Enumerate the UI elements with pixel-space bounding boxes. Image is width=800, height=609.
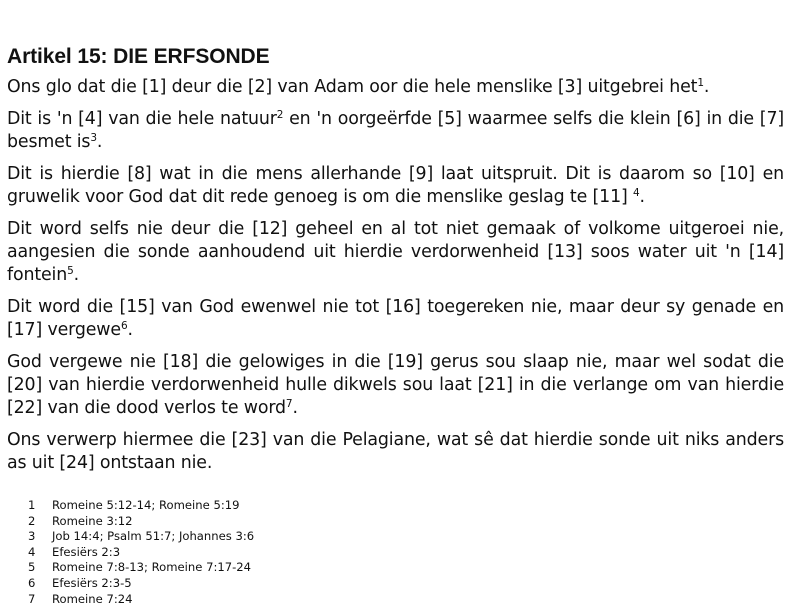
paragraph-text: God vergewe nie [18] die gelowiges in die [19] gerus sou slaap nie, maar wel sodat die [20] van hierdie verdorwenheid hulle dikwels sou laat [21] in die verlange om van hierdie [22] van die dood verlos te word bbox=[7, 352, 784, 418]
footnote-reference: Efesiërs 2:3 bbox=[52, 544, 121, 559]
article bbox=[7, 44, 784, 484]
paragraph-text: . bbox=[292, 398, 298, 418]
footnote-number: 2 bbox=[28, 513, 36, 528]
footnote bbox=[28, 529, 254, 545]
footnote-number: 1 bbox=[28, 498, 36, 512]
footnote-marker: 3 bbox=[90, 132, 97, 145]
paragraph bbox=[7, 108, 784, 154]
paragraph-text: Ons glo dat die [1] deur die [2] van Adam oor die hele menslike [3] uitgebrei het bbox=[7, 77, 698, 97]
footnote-marker: 7 bbox=[285, 398, 293, 411]
paragraph-text: . bbox=[96, 132, 103, 152]
footnote-number: 7 bbox=[28, 591, 36, 606]
footnote-number: 6 bbox=[28, 575, 36, 590]
paragraph-text: Ons verwerp hiermee die [23] van die Pelagiane, wat sê dat hierdie sonde uit niks anders as uit [24] ontstaan nie. bbox=[7, 430, 784, 473]
footnote-marker: 2 bbox=[276, 109, 284, 122]
article-body bbox=[7, 76, 784, 475]
footnote-reference: Romeine 5:12-14; Romeine 5:19 bbox=[52, 498, 240, 512]
footnote-marker: 6 bbox=[120, 320, 128, 333]
footnote-reference: Romeine 7:8-13; Romeine 7:17-24 bbox=[52, 560, 252, 575]
paragraph-text: Dit is hierdie [8] wat in die mens allerhande [9] laat uitspruit. Dit is daarom so [10] en gruwelik voor God dat dit rede genoeg is om die menslike geslag te [11] bbox=[7, 164, 784, 207]
paragraph-text: . bbox=[127, 320, 133, 340]
paragraph-text: en 'n oorgeërfde [5] waarmee selfs die klein [6] in die [7] besmet is bbox=[7, 109, 784, 152]
footnote-marker: 5 bbox=[67, 265, 74, 278]
footnote-number: 4 bbox=[28, 544, 36, 559]
footnote bbox=[28, 514, 254, 530]
footnote-number: 3 bbox=[28, 529, 36, 544]
footnote bbox=[28, 592, 254, 608]
footnote-marker: 1 bbox=[697, 77, 704, 90]
footnote bbox=[28, 498, 254, 514]
footnote bbox=[28, 545, 254, 561]
paragraph-text: . bbox=[703, 77, 710, 97]
footnote-list bbox=[28, 498, 254, 607]
footnote-marker: 4 bbox=[633, 187, 640, 200]
footnote bbox=[28, 576, 254, 592]
paragraph bbox=[7, 218, 784, 287]
footnote-number: 5 bbox=[28, 560, 36, 575]
paragraph bbox=[7, 429, 784, 475]
paragraph-text: Dit word die [15] van God ewenwel nie tot [16] toegereken nie, maar deur sy genade en [17] vergewe bbox=[7, 297, 784, 340]
paragraph bbox=[7, 76, 784, 99]
footnote bbox=[28, 560, 254, 576]
paragraph bbox=[7, 296, 784, 342]
footnote-reference: Job 14:4; Psalm 51:7; Johannes 3:6 bbox=[52, 529, 255, 544]
paragraph-text: Dit word selfs nie deur die [12] geheel en al tot niet gemaak of volkome uitgeroei nie, aangesien die sonde aanhoudend uit hierdie verdorwenheid [13] soos water uit 'n [14] fontein bbox=[7, 219, 784, 285]
paragraph-text: . bbox=[73, 265, 80, 285]
paragraph bbox=[7, 163, 784, 209]
footnote-reference: Romeine 7:24 bbox=[52, 591, 133, 606]
paragraph-text: Dit is 'n [4] van die hele natuur bbox=[7, 109, 277, 129]
footnote-reference: Romeine 3:12 bbox=[52, 513, 133, 528]
paragraph-text: . bbox=[639, 187, 645, 207]
footnote-reference: Efesiërs 2:3-5 bbox=[52, 575, 132, 590]
paragraph bbox=[7, 351, 784, 420]
article-title: Artikel 15: DIE ERFSONDE bbox=[7, 45, 270, 68]
